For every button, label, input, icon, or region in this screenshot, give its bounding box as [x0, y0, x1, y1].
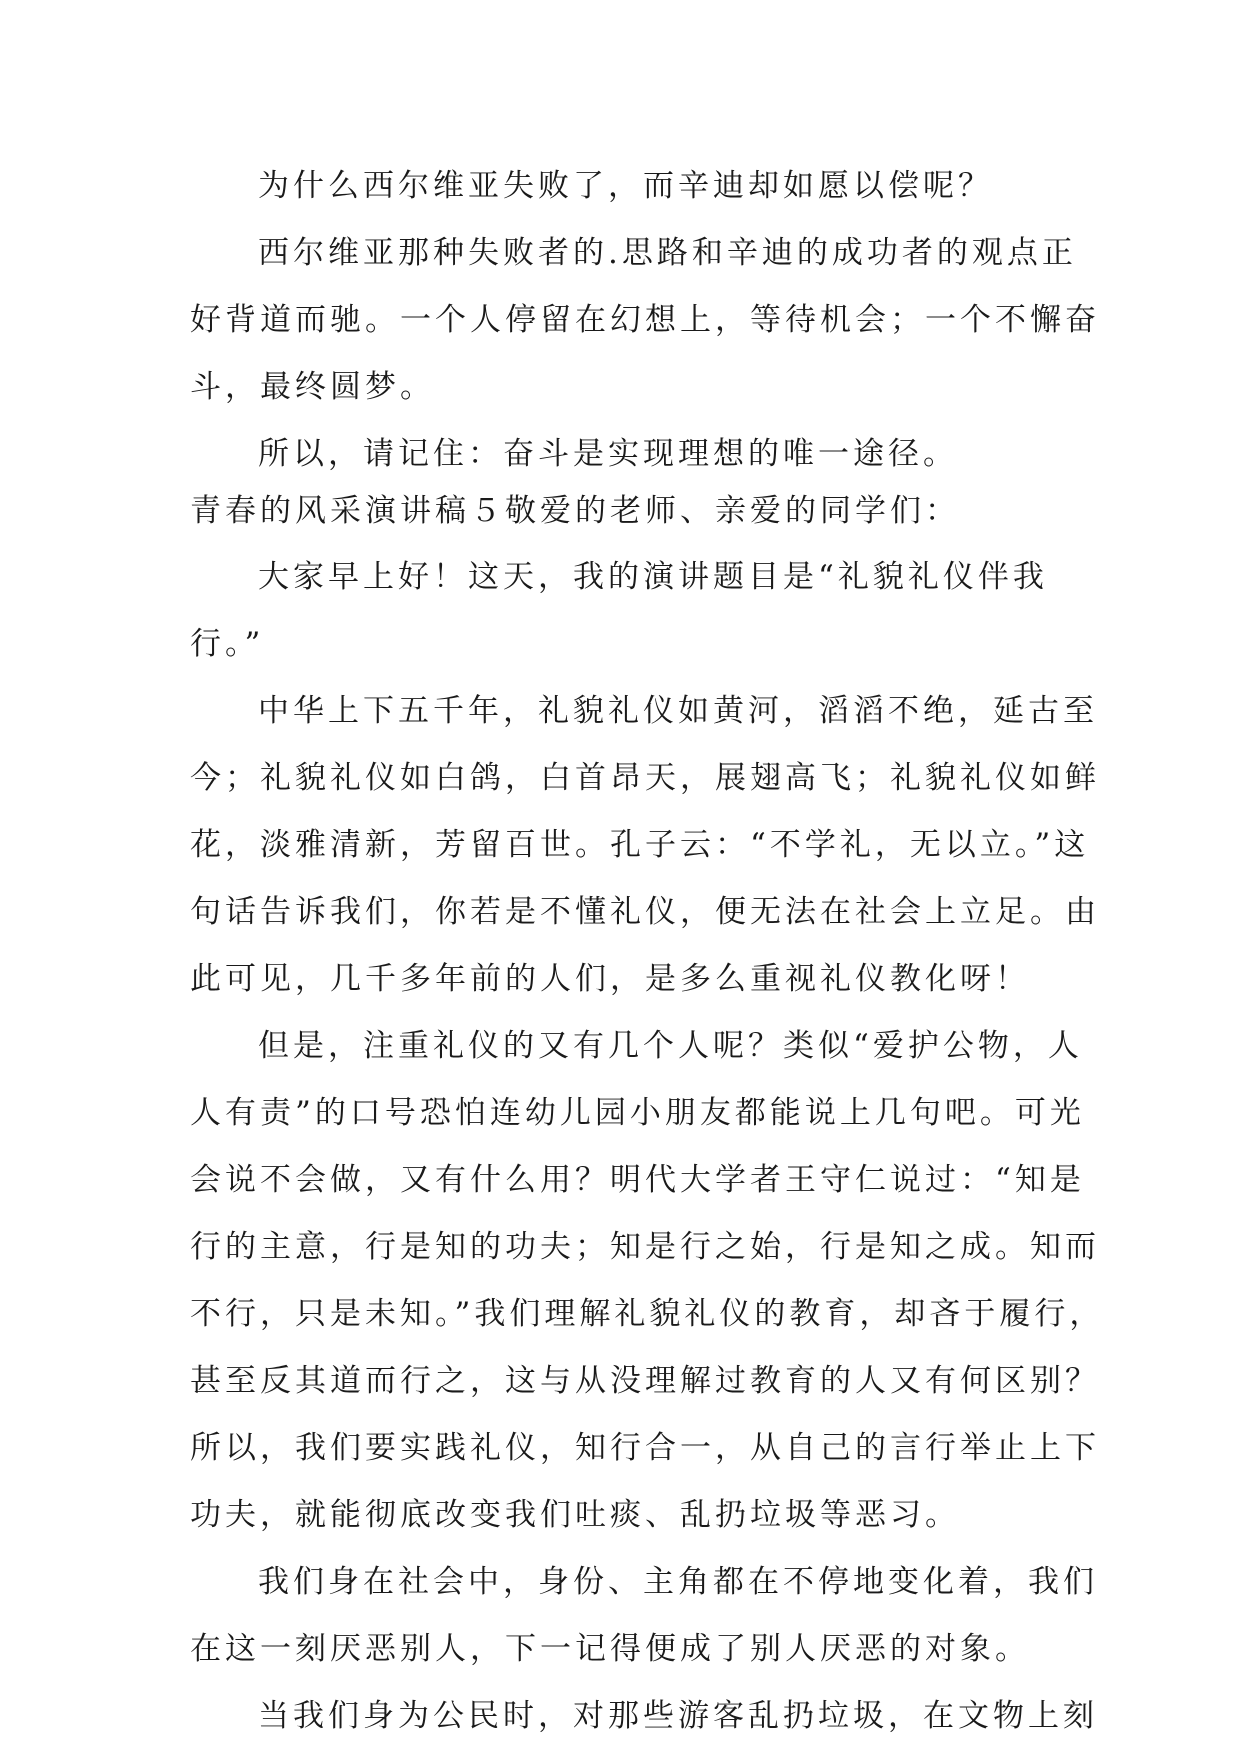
- paragraph-line: 会说不会做，又有什么用？明代大学者王守仁说过：“知是: [190, 1162, 1085, 1198]
- paragraph-line: 句话告诉我们，你若是不懂礼仪，便无法在社会上立足。由: [190, 894, 1100, 930]
- paragraph-line: 为什么西尔维亚失败了，而辛迪却如愿以偿呢？: [258, 168, 993, 204]
- paragraph-line: 中华上下五千年，礼貌礼仪如黄河，滔滔不绝，延古至: [258, 693, 1098, 729]
- paragraph-line: 功夫，就能彻底改变我们吐痰、乱扔垃圾等恶习。: [190, 1497, 960, 1533]
- paragraph-line: 我们身在社会中，身份、主角都在不停地变化着，我们: [258, 1564, 1098, 1600]
- paragraph-line: 此可见，几千多年前的人们，是多么重视礼仪教化呀！: [190, 961, 1030, 997]
- paragraph-line: 西尔维亚那种失败者的.思路和辛迪的成功者的观点正: [258, 235, 1077, 271]
- section-heading-line: 青春的风采演讲稿５敬爱的老师、亲爱的同学们：: [190, 493, 960, 529]
- paragraph-line: 花，淡雅清新，芳留百世。孔子云：“不学礼，无以立。”这: [190, 827, 1090, 863]
- paragraph-line: 行。”: [190, 626, 265, 662]
- paragraph-line: 甚至反其道而行之，这与从没理解过教育的人又有何区别？: [190, 1363, 1100, 1399]
- paragraph-line: 斗，最终圆梦。: [190, 369, 435, 405]
- paragraph-line: 在这一刻厌恶别人，下一记得便成了别人厌恶的对象。: [190, 1631, 1030, 1667]
- paragraph-line: 好背道而驰。一个人停留在幻想上，等待机会；一个不懈奋: [190, 302, 1100, 338]
- paragraph-line: 行的主意，行是知的功夫；知是行之始，行是知之成。知而: [190, 1229, 1100, 1265]
- paragraph-line: 不行，只是未知。”我们理解礼貌礼仪的教育，却吝于履行，: [190, 1296, 1105, 1332]
- paragraph-line: 人有责”的口号恐怕连幼儿园小朋友都能说上几句吧。可光: [190, 1095, 1085, 1131]
- paragraph-line: 所以，我们要实践礼仪，知行合一，从自己的言行举止上下: [190, 1430, 1100, 1466]
- paragraph-line: 当我们身为公民时，对那些游客乱扔垃圾，在文物上刻: [258, 1698, 1098, 1734]
- paragraph-line: 今；礼貌礼仪如白鸽，白首昂天，展翅高飞；礼貌礼仪如鲜: [190, 760, 1100, 796]
- paragraph-line: 但是，注重礼仪的又有几个人呢？类似“爱护公物，人: [258, 1028, 1083, 1064]
- paragraph-line: 大家早上好！这天，我的演讲题目是“礼貌礼仪伴我: [258, 559, 1048, 595]
- paragraph-line: 所以，请记住：奋斗是实现理想的唯一途径。: [258, 436, 958, 472]
